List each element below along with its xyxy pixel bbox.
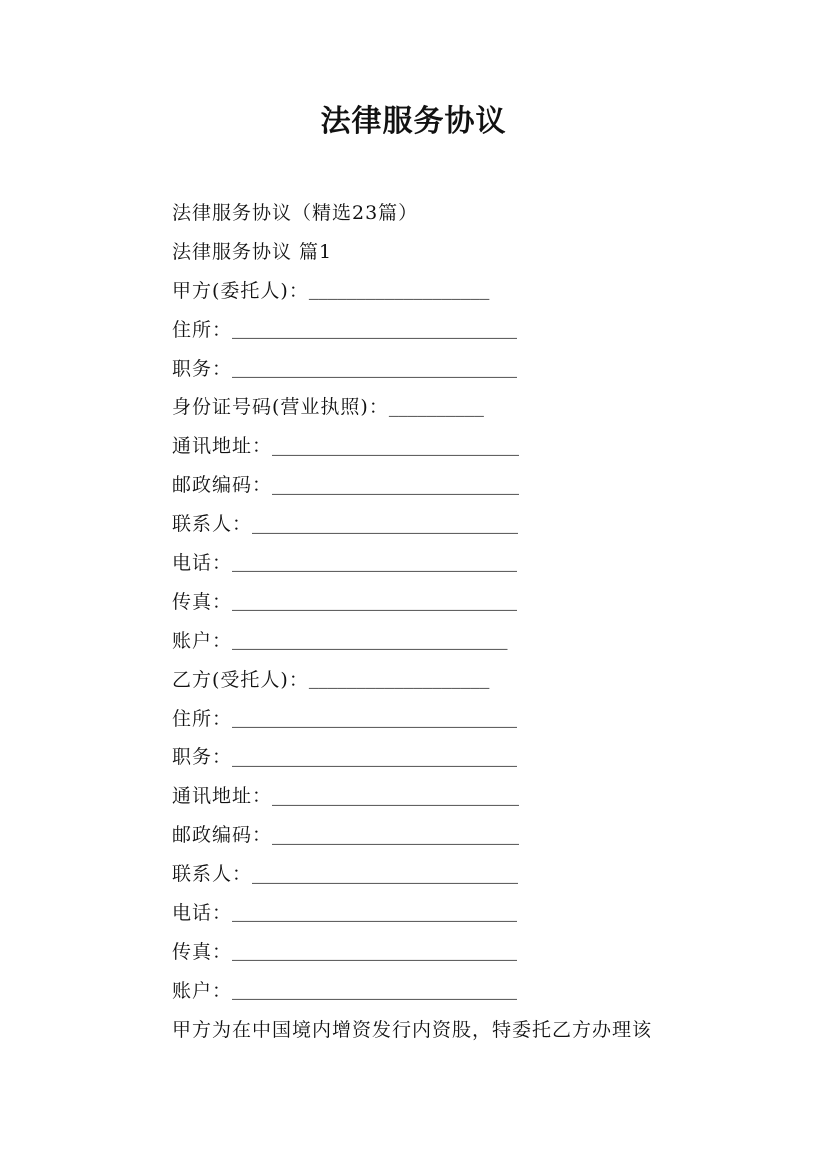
line-text: 甲方为在中国境内增资发行内资股，特委托乙方办理该 bbox=[172, 1018, 653, 1041]
field-label: 乙方(受托人)： bbox=[172, 668, 309, 691]
fill-in-blank: ______________________________ bbox=[232, 356, 518, 378]
field-line bbox=[172, 931, 732, 970]
field-line bbox=[172, 542, 732, 581]
field-label: 住所： bbox=[172, 318, 233, 341]
fill-in-blank: ______________________________ bbox=[232, 706, 518, 729]
fill-in-blank: ______________________________ bbox=[232, 744, 518, 767]
fill-in-blank: ______________________________ bbox=[232, 589, 518, 612]
field-line bbox=[172, 814, 732, 853]
section-heading bbox=[172, 231, 732, 270]
field-line bbox=[172, 853, 732, 892]
field-label: 住所： bbox=[172, 707, 233, 730]
field-line bbox=[172, 270, 732, 309]
fill-in-blank: ____________________________ bbox=[252, 511, 519, 534]
fill-in-blank: ______________________________ bbox=[232, 939, 518, 962]
field-line bbox=[172, 581, 732, 620]
field-line bbox=[172, 736, 732, 775]
fill-in-blank: __________________________ bbox=[272, 433, 520, 456]
field-label: 账户： bbox=[172, 979, 233, 1002]
fill-in-blank: ____________________________ bbox=[252, 861, 519, 884]
field-label: 身份证号码(营业执照)： bbox=[172, 396, 389, 419]
field-label: 电话： bbox=[172, 901, 233, 924]
field-line bbox=[172, 970, 732, 1009]
field-line bbox=[172, 386, 732, 425]
field-label: 联系人： bbox=[172, 513, 253, 536]
document-body bbox=[172, 192, 732, 1048]
field-label: 邮政编码： bbox=[172, 824, 273, 847]
field-label: 联系人： bbox=[172, 863, 253, 886]
field-line bbox=[172, 503, 732, 542]
fill-in-blank: ___________________ bbox=[308, 278, 490, 301]
fill-in-blank: __________________________ bbox=[272, 783, 520, 806]
document-title: 法律服务协议 bbox=[320, 104, 507, 139]
field-line bbox=[172, 659, 732, 698]
field-line bbox=[172, 775, 732, 814]
field-line bbox=[172, 698, 732, 737]
line-text: 法律服务协议 篇1 bbox=[172, 240, 333, 263]
field-line bbox=[172, 464, 732, 503]
field-line bbox=[172, 309, 732, 348]
field-label: 职务： bbox=[172, 746, 233, 769]
fill-in-blank: ______________________________ bbox=[232, 317, 518, 340]
field-label: 账户： bbox=[172, 629, 233, 652]
field-label: 通讯地址： bbox=[172, 435, 273, 458]
body-paragraph-line bbox=[172, 1009, 732, 1048]
field-line bbox=[172, 425, 732, 464]
fill-in-blank: __________________________ bbox=[272, 472, 520, 495]
field-label: 甲方(委托人)： bbox=[172, 279, 309, 302]
fill-in-blank: __________ bbox=[388, 394, 484, 417]
field-label: 传真： bbox=[172, 590, 233, 613]
field-line bbox=[172, 620, 732, 659]
fill-in-blank: _____________________________ bbox=[232, 628, 508, 651]
field-label: 通讯地址： bbox=[172, 785, 273, 808]
fill-in-blank: ______________________________ bbox=[232, 900, 518, 923]
heading-line bbox=[172, 192, 732, 231]
fill-in-blank: ___________________ bbox=[308, 667, 490, 690]
field-label: 邮政编码： bbox=[172, 474, 273, 497]
fill-in-blank: __________________________ bbox=[272, 822, 520, 845]
fill-in-blank: ______________________________ bbox=[232, 550, 518, 573]
field-label: 职务： bbox=[172, 357, 233, 380]
field-label: 传真： bbox=[172, 940, 233, 963]
line-text: 法律服务协议（精选23篇） bbox=[172, 201, 419, 224]
field-line bbox=[172, 892, 732, 931]
fill-in-blank: ______________________________ bbox=[232, 978, 518, 1001]
field-label: 电话： bbox=[172, 551, 233, 574]
field-line bbox=[172, 348, 732, 387]
